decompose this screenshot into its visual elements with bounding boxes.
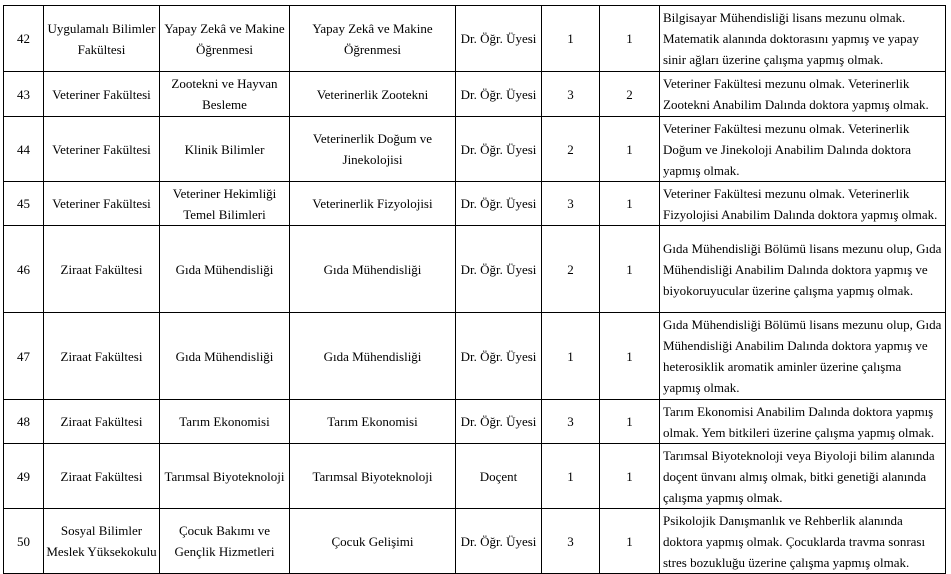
program-cell: Veterinerlik Fizyolojisi: [290, 182, 456, 226]
degree-cell: 1: [542, 444, 600, 509]
requirement-cell: Tarım Ekonomisi Anabilim Dalında doktora yapmış olmak. Yem bitkileri üzerine çalışma yapmış olmak.: [660, 400, 946, 444]
title-cell: Dr. Öğr. Üyesi: [456, 313, 542, 400]
title-cell: Dr. Öğr. Üyesi: [456, 6, 542, 72]
requirement-cell: Psikolojik Danışmanlık ve Rehberlik alanında doktora yapmış olmak. Çocuklarda travma sonrası stres bozukluğu üzerine çalışma yapmış olmak.: [660, 509, 946, 574]
faculty-cell: Veteriner Fakültesi: [44, 72, 160, 117]
degree-cell: 3: [542, 72, 600, 117]
department-cell: Yapay Zekâ ve Makine Öğrenmesi: [160, 6, 290, 72]
program-cell: Veterinerlik Doğum ve Jinekolojisi: [290, 117, 456, 182]
table-row: [4, 444, 946, 509]
faculty-cell: Sosyal Bilimler Meslek Yüksekokulu: [44, 509, 160, 574]
positions-table: [3, 5, 946, 574]
program-cell: Yapay Zekâ ve Makine Öğrenmesi: [290, 6, 456, 72]
requirement-cell: Bilgisayar Mühendisliği lisans mezunu olmak. Matematik alanında doktorasını yapmış ve yapay sinir ağları üzerine çalışma yapmış olmak.: [660, 6, 946, 72]
count-cell: 1: [600, 117, 660, 182]
table-row: [4, 313, 946, 400]
program-cell: Veterinerlik Zootekni: [290, 72, 456, 117]
department-cell: Klinik Bilimler: [160, 117, 290, 182]
count-cell: 1: [600, 6, 660, 72]
faculty-cell: Veteriner Fakültesi: [44, 117, 160, 182]
row-number: 46: [4, 226, 44, 313]
degree-cell: 1: [542, 313, 600, 400]
title-cell: Dr. Öğr. Üyesi: [456, 509, 542, 574]
row-number: 45: [4, 182, 44, 226]
program-cell: Tarım Ekonomisi: [290, 400, 456, 444]
degree-cell: 3: [542, 400, 600, 444]
requirement-cell: Veteriner Fakültesi mezunu olmak. Veterinerlik Fizyolojisi Anabilim Dalında doktora yapmış olmak.: [660, 182, 946, 226]
row-number: 49: [4, 444, 44, 509]
count-cell: 1: [600, 400, 660, 444]
requirement-cell: Gıda Mühendisliği Bölümü lisans mezunu olup, Gıda Mühendisliği Anabilim Dalında doktora yapmış ve heterosiklik aromatik aminler üzerine çalışma yapmış olmak.: [660, 313, 946, 400]
title-cell: Dr. Öğr. Üyesi: [456, 400, 542, 444]
faculty-cell: Ziraat Fakültesi: [44, 444, 160, 509]
department-cell: Çocuk Bakımı ve Gençlik Hizmetleri: [160, 509, 290, 574]
count-cell: 2: [600, 72, 660, 117]
table-row: [4, 72, 946, 117]
title-cell: Dr. Öğr. Üyesi: [456, 72, 542, 117]
count-cell: 1: [600, 182, 660, 226]
degree-cell: 1: [542, 6, 600, 72]
requirement-cell: Veteriner Fakültesi mezunu olmak. Veterinerlik Zootekni Anabilim Dalında doktora yapmış olmak.: [660, 72, 946, 117]
program-cell: Tarımsal Biyoteknoloji: [290, 444, 456, 509]
table-row: [4, 6, 946, 72]
table-row: [4, 509, 946, 574]
row-number: 50: [4, 509, 44, 574]
table-row: [4, 117, 946, 182]
count-cell: 1: [600, 444, 660, 509]
faculty-cell: Ziraat Fakültesi: [44, 226, 160, 313]
program-cell: Gıda Mühendisliği: [290, 313, 456, 400]
department-cell: Tarım Ekonomisi: [160, 400, 290, 444]
department-cell: Veteriner Hekimliği Temel Bilimleri: [160, 182, 290, 226]
title-cell: Dr. Öğr. Üyesi: [456, 117, 542, 182]
count-cell: 1: [600, 509, 660, 574]
table-row: [4, 182, 946, 226]
count-cell: 1: [600, 313, 660, 400]
row-number: 44: [4, 117, 44, 182]
degree-cell: 3: [542, 182, 600, 226]
title-cell: Dr. Öğr. Üyesi: [456, 226, 542, 313]
faculty-cell: Ziraat Fakültesi: [44, 313, 160, 400]
row-number: 48: [4, 400, 44, 444]
table-row: [4, 226, 946, 313]
row-number: 42: [4, 6, 44, 72]
title-cell: Doçent: [456, 444, 542, 509]
row-number: 47: [4, 313, 44, 400]
faculty-cell: Veteriner Fakültesi: [44, 182, 160, 226]
row-number: 43: [4, 72, 44, 117]
program-cell: Gıda Mühendisliği: [290, 226, 456, 313]
table-row: [4, 400, 946, 444]
degree-cell: 2: [542, 226, 600, 313]
department-cell: Gıda Mühendisliği: [160, 226, 290, 313]
program-cell: Çocuk Gelişimi: [290, 509, 456, 574]
requirement-cell: Veteriner Fakültesi mezunu olmak. Veterinerlik Doğum ve Jinekoloji Anabilim Dalında doktora yapmış olmak.: [660, 117, 946, 182]
department-cell: Zootekni ve Hayvan Besleme: [160, 72, 290, 117]
department-cell: Tarımsal Biyoteknoloji: [160, 444, 290, 509]
faculty-cell: Ziraat Fakültesi: [44, 400, 160, 444]
degree-cell: 3: [542, 509, 600, 574]
department-cell: Gıda Mühendisliği: [160, 313, 290, 400]
faculty-cell: Uygulamalı Bilimler Fakültesi: [44, 6, 160, 72]
requirement-cell: Tarımsal Biyoteknoloji veya Biyoloji bilim alanında doçent ünvanı almış olmak, bitki genetiği alanında çalışma yapmış olmak.: [660, 444, 946, 509]
degree-cell: 2: [542, 117, 600, 182]
title-cell: Dr. Öğr. Üyesi: [456, 182, 542, 226]
requirement-cell: Gıda Mühendisliği Bölümü lisans mezunu olup, Gıda Mühendisliği Anabilim Dalında doktora yapmış ve biyokoruyucular üzerine çalışma yapmış olmak.: [660, 226, 946, 313]
count-cell: 1: [600, 226, 660, 313]
